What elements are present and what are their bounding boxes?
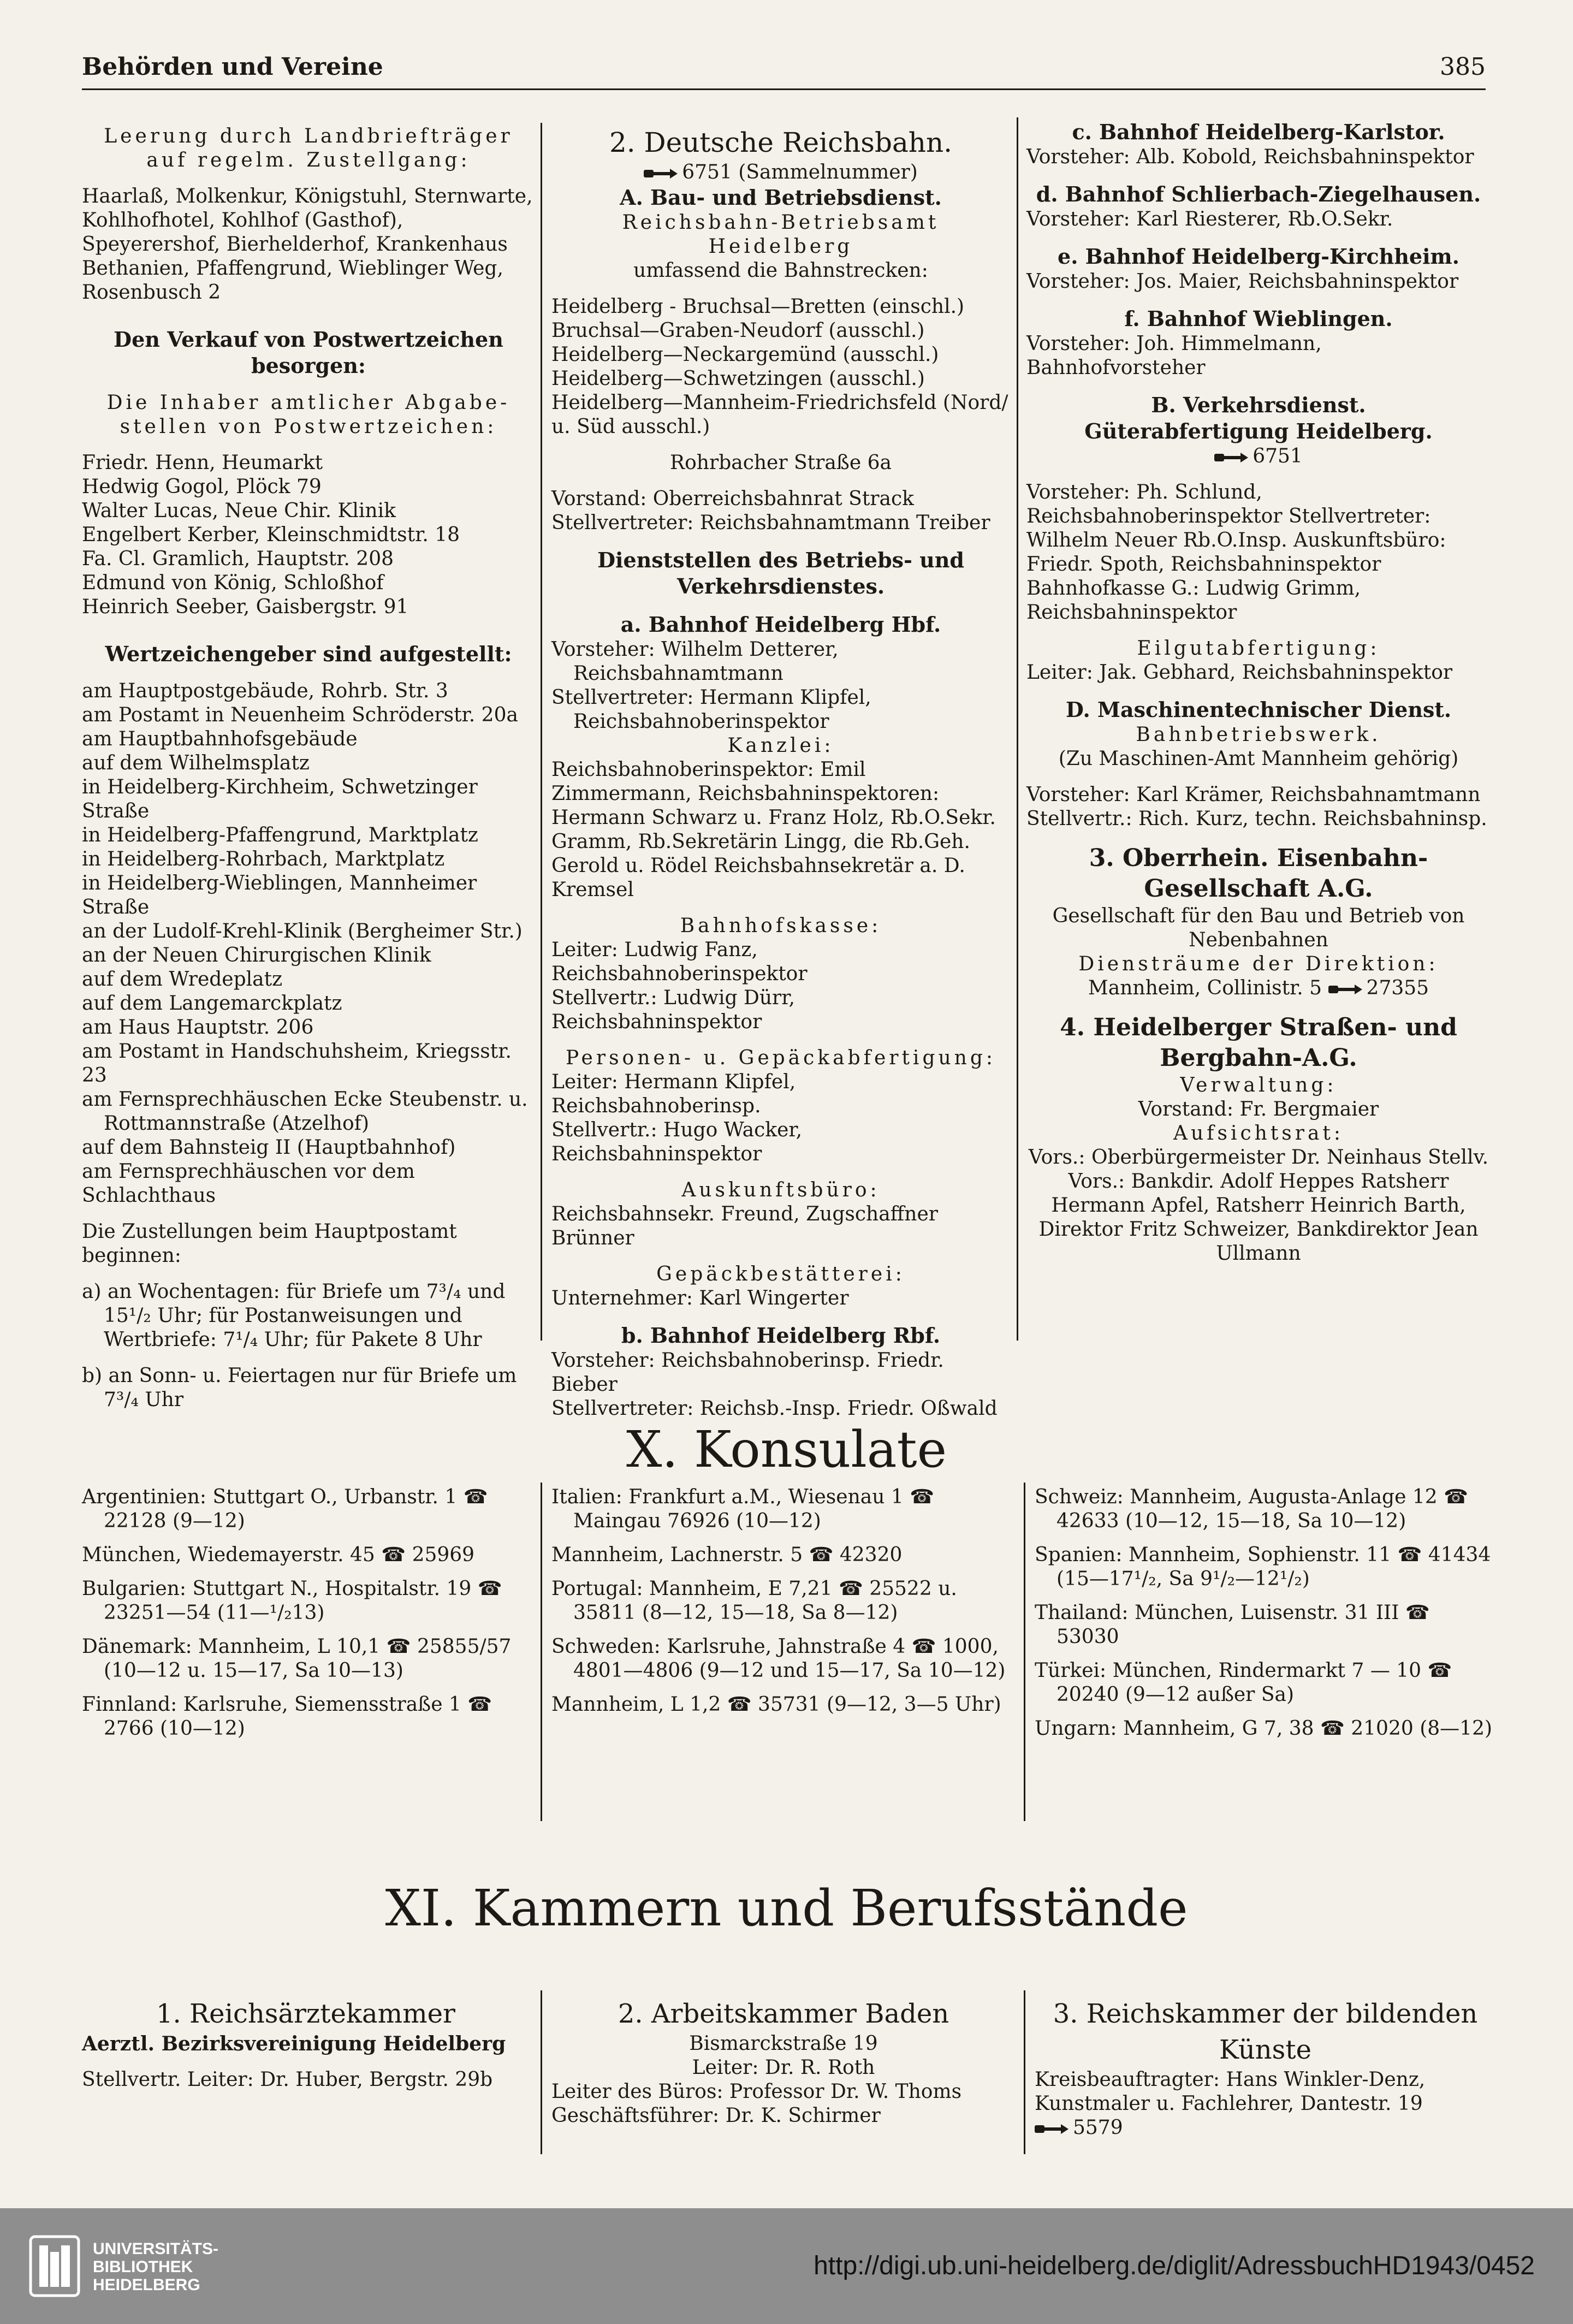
geber-entry: am Haus Hauptstr. 206 (82, 1016, 314, 1039)
bw-text: Vorsteher: Karl Krämer, Reichsbahnamtmann Stellvertr.: Rich. Kurz, techn. Reichsbahninsp. (1026, 784, 1487, 830)
kammern-column-1 (82, 1996, 530, 2092)
amt-vorstand: Vorstand: Oberreichsbahnrat Strack (551, 488, 914, 510)
geber-entry: in Heidelberg-Wieblingen, Mannheimer Straße (82, 872, 477, 918)
kunstkammer-phone (1035, 2116, 1496, 2140)
seller-entry: Edmund von König, Schloßhof (82, 572, 384, 594)
kammern-title: XI. Kammern und Berufsstände (385, 1879, 1188, 1937)
phone-number: 6751 (Sammelnummer) (682, 161, 918, 183)
logo-line: HEIDELBERG (93, 2276, 200, 2294)
konsulat-entry: Argentinien: Stuttgart O., Urbanstr. 1 ☎ 22128 (9—12) (82, 1486, 488, 1532)
geber-entry: am Hauptpostgebäude, Rohrb. Str. 3 (82, 680, 448, 702)
geber-entry: am Hauptbahnhofsgebäude (82, 728, 358, 750)
konsulat-entry: Dänemark: Mannheim, L 10,1 ☎ 25855/57 (10—12 u. 15—17, Sa 10—13) (82, 1635, 512, 1682)
gepaeck-heading: Gepäckbestätterei: (656, 1263, 905, 1285)
konsulat-entry: Thailand: München, Luisenstr. 31 III ☎ 53030 (1035, 1602, 1430, 1648)
konsulat-entry: Schweiz: Mannheim, Augusta-Anlage 12 ☎ 42633 (10—12, 15—18, Sa 10—12) (1035, 1486, 1468, 1532)
column-3 (1026, 119, 1491, 1266)
seller-entry: Engelbert Kerber, Kleinschmidtstr. 18 (82, 524, 460, 546)
verkauf-heading: Den Verkauf von Postwertzeichen (114, 327, 503, 352)
gueter-heading: Güterabfertigung Heidelberg. (1084, 419, 1433, 443)
betriebsamt: Reichsbahn-Betriebsamt Heidelberg (622, 211, 940, 258)
bw-sub: (Zu Maschinen-Amt Mannheim gehörig) (1058, 748, 1459, 770)
verkauf-heading-2: besorgen: (251, 353, 366, 378)
arbeitskammer-leiter: Leiter: Dr. R. Roth (692, 2056, 875, 2079)
geber-entry: auf dem Langemarckplatz (82, 992, 342, 1015)
geber-entry: am Postamt in Handschuhsheim, Kriegsstr. 23 (82, 1040, 512, 1087)
geber-entry: auf dem Bahnsteig II (Hauptbahnhof) (82, 1136, 456, 1159)
leerung-line: auf regelm. Zustellgang: (146, 149, 471, 171)
phone-number: 5579 (1073, 2116, 1123, 2139)
phone-number: 6751 (1253, 445, 1303, 467)
column-divider (541, 123, 542, 1341)
geber-entry: in Heidelberg-Kirchheim, Schwetzinger Straße (82, 776, 478, 822)
reichsbahn-phone (551, 161, 1010, 185)
geber-entry: am Fernsprechhäuschen vor dem Schlachthaus (82, 1160, 415, 1207)
schlierbach-text: Vorsteher: Karl Riesterer, Rb.O.Sekr. (1026, 208, 1393, 230)
bau-heading: A. Bau- und Betriebsdienst. (620, 185, 942, 210)
verwaltung-text: Vorstand: Fr. Bergmaier (1138, 1098, 1379, 1120)
konsulate-column-2 (551, 1485, 1016, 1717)
konsulat-entry: Mannheim, L 1,2 ☎ 35731 (9—12, 3—5 Uhr) (551, 1693, 1001, 1716)
seller-entry: Walter Lucas, Neue Chir. Klinik (82, 500, 396, 522)
seller-entry: Fa. Cl. Gramlich, Hauptstr. 208 (82, 548, 394, 570)
kirchheim-text: Vorsteher: Jos. Maier, Reichsbahninspektor (1026, 270, 1459, 293)
column-1 (82, 124, 535, 1412)
column-divider (1017, 117, 1018, 1341)
aufsichtsrat-heading: Aufsichtsrat: (1173, 1122, 1344, 1145)
konsulat-entry: Ungarn: Mannheim, G 7, 38 ☎ 21020 (8—12) (1035, 1717, 1493, 1740)
hbf-heading: a. Bahnhof Heidelberg Hbf. (620, 612, 941, 637)
places-list: Haarlaß, Molkenkur, Königstuhl, Sternwarte, Kohlhofhotel, Kohlhof (Gasthof), Speyerershof, Bierhelderhof, Krankenhaus Bethanien, Pfaffengrund, Wieblinger Weg, Rosenbusch 2 (82, 185, 533, 304)
karlstor-text: Vorsteher: Alb. Kobold, Reichsbahninspektor (1026, 146, 1474, 168)
verwaltung-heading: Verwaltung: (1180, 1074, 1337, 1096)
karlstor-heading: c. Bahnhof Heidelberg-Karlstor. (1072, 120, 1445, 144)
reichsbahn-title: 2. Deutsche Reichsbahn. (609, 127, 953, 158)
hbf-stellvertreter: Stellvertreter: Hermann Klipfel, Reichsbahnoberinspektor (551, 686, 871, 733)
kanzlei-text: Reichsbahnoberinspektor: Emil Zimmermann, Reichsbahninspektoren: Hermann Schwarz u. Franz Holz, Rb.O.Sekr. Gramm, Rb.Sekretärin Lingg, die Rb.Geh. Gerold u. Rödel Reichsbahnsekretär a. D. Kremsel (551, 758, 996, 901)
rbf-heading: b. Bahnhof Heidelberg Rbf. (621, 1323, 941, 1348)
geber-entry: an der Neuen Chirurgischen Klinik (82, 944, 431, 967)
kunstkammer-text: Kreisbeauftragter: Hans Winkler-Denz, Kunstmaler u. Fachlehrer, Dantestr. 19 (1035, 2068, 1426, 2115)
kasse-leiter: Leiter: Ludwig Fanz, Reichsbahnoberinspektor (551, 939, 808, 985)
column-divider (1024, 1483, 1025, 1821)
oeg-text: Gesellschaft für den Bau und Betrieb von Nebenbahnen (1052, 905, 1465, 951)
konsulat-entry: Mannheim, Lachnerstr. 5 ☎ 42320 (551, 1544, 903, 1566)
konsulat-entry: München, Wiedemayerstr. 45 ☎ 25969 (82, 1544, 475, 1566)
rbf-stellv: Stellvertreter: Reichsb.-Insp. Friedr. Oßwald (551, 1397, 998, 1420)
personen-leiter: Leiter: Hermann Klipfel, Reichsbahnoberinsp. (551, 1071, 796, 1117)
telephone-icon (1328, 983, 1362, 996)
auskunft-heading: Auskunftsbüro: (681, 1179, 880, 1201)
phone-number: 27355 (1366, 977, 1429, 999)
konsulat-entry: Schweden: Karlsruhe, Jahnstraße 4 ☎ 1000, 4801—4806 (9—12 und 15—17, Sa 10—12) (551, 1635, 1006, 1682)
seller-entry: Friedr. Henn, Heumarkt (82, 452, 323, 474)
verkehrsdienst-heading: B. Verkehrsdienst. (1151, 393, 1366, 417)
schlierbach-heading: d. Bahnhof Schlierbach-Ziegelhausen. (1036, 182, 1481, 206)
kammern-column-3 (1035, 1996, 1496, 2140)
kasse-stellv: Stellvertr.: Ludwig Dürr, Reichsbahninspektor (551, 987, 795, 1033)
eilgut-text: Leiter: Jak. Gebhard, Reichsbahninspektor (1026, 661, 1453, 684)
aufsichtsrat-text: Vors.: Oberbürgermeister Dr. Neinhaus Stellv. Vors.: Bankdir. Adolf Heppes Ratsherr Hermann Apfel, Ratsherr Heinrich Barth, Direktor Fritz Schweizer, Bankdirektor Jean Ullmann (1028, 1146, 1489, 1265)
konsulate-column-1 (82, 1485, 530, 1741)
zustell-sunday: b) an Sonn- u. Feiertagen nur für Briefe um 7³/₄ Uhr (82, 1365, 517, 1411)
running-header (82, 50, 1486, 90)
konsulat-entry: Bulgarien: Stuttgart N., Hospitalstr. 19 ☎ 23251—54 (11—¹/₂13) (82, 1578, 502, 1624)
geber-heading: Wertzeichengeber sind aufgestellt: (105, 642, 512, 666)
hsb-heading: 4. Heidelberger Straßen- und Bergbahn-A.G. (1060, 1013, 1457, 1072)
seller-entry: Heinrich Seeber, Gaisbergstr. 91 (82, 596, 409, 618)
konsulate-title: X. Konsulate (626, 1420, 947, 1479)
geber-entry: auf dem Wredeplatz (82, 968, 283, 991)
arbeitskammer-heading: 2. Arbeitskammer Baden (618, 1999, 949, 2029)
gueter-phone (1026, 444, 1491, 469)
dienststellen-heading: Dienststellen des Betriebs- und Verkehrsdienstes. (597, 548, 964, 598)
wieblingen-heading: f. Bahnhof Wieblingen. (1124, 306, 1393, 331)
inhaber-line: stellen von Postwertzeichen: (120, 416, 497, 438)
gepaeck-text: Unternehmer: Karl Wingerter (551, 1287, 849, 1309)
oeg-address-text: Mannheim, Collinistr. 5 (1088, 977, 1322, 999)
logo-line: BIBLIOTHEK (93, 2258, 193, 2276)
page-number: 385 (1440, 53, 1486, 81)
konsulat-entry: Spanien: Mannheim, Sophienstr. 11 ☎ 41434 (15—17¹/₂, Sa 9¹/₂—12¹/₂) (1035, 1544, 1491, 1590)
zustell-weekday: a) an Wochentagen: für Briefe um 7³/₄ und 15¹/₂ Uhr; für Postanweisungen und Wertbriefe: 7¹/₄ Uhr; für Pakete 8 Uhr (82, 1280, 506, 1351)
konsulat-entry: Türkei: München, Rindermarkt 7 — 10 ☎ 20240 (9—12 außer Sa) (1035, 1659, 1452, 1706)
inhaber-line: Die Inhaber amtlicher Abgabe- (106, 392, 511, 414)
column-divider (1024, 1990, 1025, 2154)
geber-entry: in Heidelberg-Pfaffengrund, Marktplatz (82, 824, 478, 846)
aerztekammer-sub: Aerztl. Bezirksvereinigung Heidelberg (82, 2032, 506, 2055)
arbeitskammer-text: Leiter des Büros: Professor Dr. W. Thoms Geschäftsführer: Dr. K. Schirmer (551, 2080, 962, 2127)
arbeitskammer-address: Bismarckstraße 19 (689, 2032, 878, 2055)
kanzlei-heading: Kanzlei: (727, 734, 834, 757)
column-2 (551, 124, 1010, 1421)
aerztekammer-text: Stellvertr. Leiter: Dr. Huber, Bergstr. 29b (82, 2068, 493, 2091)
konsulat-entry: Finnland: Karlsruhe, Siemensstraße 1 ☎ 2766 (10—12) (82, 1693, 492, 1740)
gueter-text: Vorsteher: Ph. Schlund, Reichsbahnoberinspektor Stellvertreter: Wilhelm Neuer Rb.O.Insp. Auskunftsbüro: Friedr. Spoth, Reichsbahninspektor Bahnhofkasse G.: Ludwig Grimm, Reichsbahninspektor (1026, 481, 1446, 624)
wieblingen-text: Vorsteher: Joh. Himmelmann, Bahnhofvorsteher (1026, 333, 1322, 379)
oeg-address (1026, 976, 1491, 1000)
geber-entry: am Fernsprechhäuschen Ecke Steubenstr. u. Rottmannstraße (Atzelhof) (82, 1088, 528, 1135)
personen-heading: Personen- u. Gepäckabfertigung: (565, 1047, 996, 1069)
university-seal-icon (27, 2233, 82, 2299)
source-url-link[interactable]: http://digi.ub.uni-heidelberg.de/diglit/AdressbuchHD1943/0452 (814, 2251, 1535, 2280)
konsulate-column-3 (1035, 1485, 1496, 1741)
telephone-icon (1035, 2123, 1069, 2136)
column-divider (541, 1483, 542, 1821)
eilgut-heading: Eilgutabfertigung: (1137, 637, 1380, 660)
seller-entry: Hedwig Gogol, Plöck 79 (82, 476, 322, 498)
bw-heading: Bahnbetriebswerk. (1136, 724, 1381, 746)
library-logo-text (93, 2240, 218, 2294)
column-divider (541, 1990, 542, 2154)
header-section-title: Behörden und Vereine (82, 53, 383, 81)
kammern-column-2 (551, 1996, 1016, 2128)
leerung-line: Leerung durch Landbriefträger (104, 125, 513, 147)
geber-entry: in Heidelberg-Rohrbach, Marktplatz (82, 848, 445, 870)
personen-stellv: Stellvertr.: Hugo Wacker, Reichsbahninspektor (551, 1119, 803, 1165)
geber-entry: auf dem Wilhelmsplatz (82, 752, 310, 774)
hbf-vorsteher: Vorsteher: Wilhelm Detterer, Reichsbahnamtmann (551, 638, 839, 685)
auskunft-text: Reichsbahnsekr. Freund, Zugschaffner Brünner (551, 1203, 938, 1249)
amt-stellvertreter: Stellvertreter: Reichsbahnamtmann Treiber (551, 512, 990, 534)
konsulat-entry: Portugal: Mannheim, E 7,21 ☎ 25522 u. 35811 (8—12, 15—18, Sa 8—12) (551, 1578, 957, 1624)
geber-entry: an der Ludolf-Krehl-Klinik (Bergheimer Str.) (82, 920, 523, 942)
konsulat-entry: Italien: Frankfurt a.M., Wiesenau 1 ☎ Maingau 76926 (10—12) (551, 1486, 935, 1532)
telephone-icon (644, 167, 678, 180)
aerztekammer-heading: 1. Reichsärztekammer (156, 1999, 455, 2029)
logo-line: UNIVERSITÄTS- (93, 2240, 219, 2258)
oeg-direktion: Diensträume der Direktion: (1078, 953, 1439, 975)
maschinen-heading: D. Maschinentechnischer Dienst. (1065, 697, 1452, 722)
geber-entry: am Postamt in Neuenheim Schröderstr. 20a (82, 704, 518, 726)
kunstkammer-heading: 3. Reichskammer der bildenden Künste (1053, 1999, 1478, 2065)
zustell-heading: Die Zustellungen beim Hauptpostamt beginnen: (82, 1220, 457, 1267)
kasse-heading: Bahnhofskasse: (680, 915, 882, 937)
rbf-vorsteher: Vorsteher: Reichsbahnoberinsp. Friedr. Bieber (551, 1349, 944, 1396)
oeg-heading: 3. Oberrhein. Eisenbahn-Gesellschaft A.G. (1089, 844, 1428, 903)
telephone-icon (1214, 451, 1248, 464)
digitization-footer (0, 2208, 1573, 2324)
betriebsamt-sub: umfassend die Bahnstrecken: (633, 259, 928, 282)
kirchheim-heading: e. Bahnhof Heidelberg-Kirchheim. (1058, 244, 1459, 269)
strecken-list: Heidelberg - Bruchsal—Bretten (einschl.) Bruchsal—Graben-Neudorf (ausschl.) Heidelberg—Neckargemünd (ausschl.) Heidelberg—Schwetzingen (ausschl.) Heidelberg—Mannheim-Friedrichsfeld (Nord/ u. Süd ausschl.) (551, 295, 1008, 438)
amt-address: Rohrbacher Straße 6a (670, 452, 892, 474)
